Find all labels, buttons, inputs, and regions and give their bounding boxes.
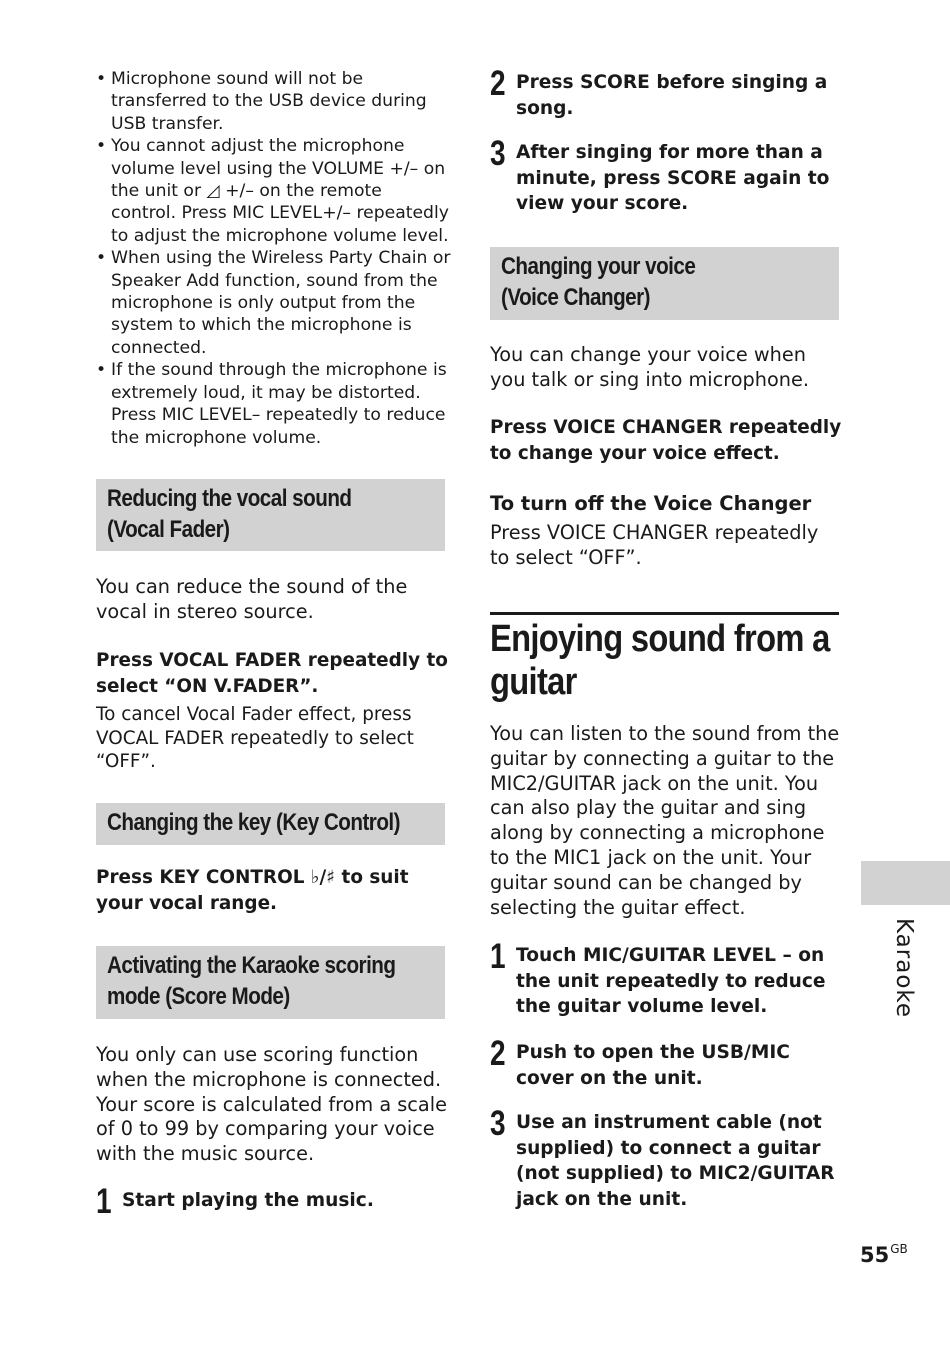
section-title-line: Changing your voice xyxy=(501,253,696,280)
step-number: 3 xyxy=(490,1104,506,1143)
step-text: Start playing the music. xyxy=(122,1190,374,1211)
step-number: 2 xyxy=(490,1034,506,1073)
section-title-line: mode (Score Mode) xyxy=(107,983,290,1010)
section-divider xyxy=(490,612,839,615)
note-item: • If the sound through the microphone is extremely loud, it may be distorted. Press MIC LEVEL– repeatedly to reduce the microphone volume. xyxy=(96,359,451,449)
step-text: Use an instrument cable (not supplied) to connect a guitar (not supplied) to MIC2/GUITAR jack on the unit. xyxy=(516,1112,835,1210)
score-step-2 xyxy=(490,64,842,121)
note-item: • When using the Wireless Party Chain or Speaker Add function, sound from the microphone is only output from the system to which the microphone is connected. xyxy=(96,247,451,359)
section-heading-vocal-fader xyxy=(96,479,445,551)
step-number: 3 xyxy=(490,134,506,173)
section-title-line: Reducing the vocal sound xyxy=(107,485,352,512)
note-item: • You cannot adjust the microphone volume level using the VOLUME +/– on the unit or ◿ +/– on the remote control. Press MIC LEVEL+/– repeatedly to adjust the microphone volume level. xyxy=(96,135,451,247)
page-number xyxy=(860,1243,908,1267)
step-text: After singing for more than a minute, press SCORE again to view your score. xyxy=(516,142,830,214)
guitar-step-3 xyxy=(490,1104,842,1212)
chapter-tab xyxy=(861,861,950,905)
step-text: Touch MIC/GUITAR LEVEL – on the unit repeatedly to reduce the guitar volume level. xyxy=(516,945,826,1017)
step-number: 1 xyxy=(96,1182,112,1221)
guitar-section-title xyxy=(490,618,851,704)
voice-changer-off-heading: To turn off the Voice Changer xyxy=(490,492,812,515)
page-number-suffix: GB xyxy=(890,1242,908,1256)
left-column xyxy=(96,0,451,1351)
section-title-line: (Voice Changer) xyxy=(501,284,651,311)
guitar-description: You can listen to the sound from the guitar by connecting a guitar to the MIC2/GUITAR jack on the unit. You can also play the guitar and sing along by connecting a microphone to the MIC1 jack on the unit. Your guitar sound can be changed by selecting the guitar effect. xyxy=(490,722,840,919)
section-heading-score-mode xyxy=(96,946,445,1019)
notes-list xyxy=(96,68,451,449)
guitar-title-line: guitar xyxy=(490,661,577,703)
guitar-step-1 xyxy=(490,937,842,1020)
voice-changer-instruction: Press VOICE CHANGER repeatedly to change your voice effect. xyxy=(490,417,842,464)
guitar-title-line: Enjoying sound from a xyxy=(490,618,830,660)
section-title: Changing the key (Key Control) xyxy=(107,809,401,836)
vocal-fader-instruction: Press VOCAL FADER repeatedly to select “ON V.FADER”. xyxy=(96,650,448,697)
step-text: Push to open the USB/MIC cover on the unit. xyxy=(516,1042,790,1089)
voice-changer-off-text: Press VOICE CHANGER repeatedly to select “OFF”. xyxy=(490,521,819,569)
page-number-value: 55 xyxy=(860,1243,890,1267)
step-text: Press SCORE before singing a song. xyxy=(516,72,828,119)
voice-changer-description: You can change your voice when you talk or sing into microphone. xyxy=(490,343,809,391)
vocal-fader-cancel-note: To cancel Vocal Fader effect, press VOCAL FADER repeatedly to select “OFF”. xyxy=(96,704,414,772)
section-title-line: (Vocal Fader) xyxy=(107,516,230,543)
score-step-1 xyxy=(96,1182,448,1221)
chapter-tab-label: Karaoke xyxy=(891,918,917,1019)
section-heading-voice-changer xyxy=(490,247,839,320)
guitar-step-2 xyxy=(490,1034,842,1091)
score-mode-description: You only can use scoring function when the microphone is connected. Your score is calculated from a scale of 0 to 99 by comparing your voice with the music source. xyxy=(96,1043,447,1166)
right-column xyxy=(490,0,840,1351)
key-control-instruction: Press KEY CONTROL ♭/♯ to suit your vocal range. xyxy=(96,867,409,914)
note-item: • Microphone sound will not be transferred to the USB device during USB transfer. xyxy=(96,68,451,135)
step-number: 2 xyxy=(490,64,506,103)
step-number: 1 xyxy=(490,937,506,976)
score-step-3 xyxy=(490,134,842,217)
vocal-fader-description: You can reduce the sound of the vocal in stereo source. xyxy=(96,575,408,623)
section-heading-key-control xyxy=(96,803,445,845)
section-title-line: Activating the Karaoke scoring xyxy=(107,952,396,979)
